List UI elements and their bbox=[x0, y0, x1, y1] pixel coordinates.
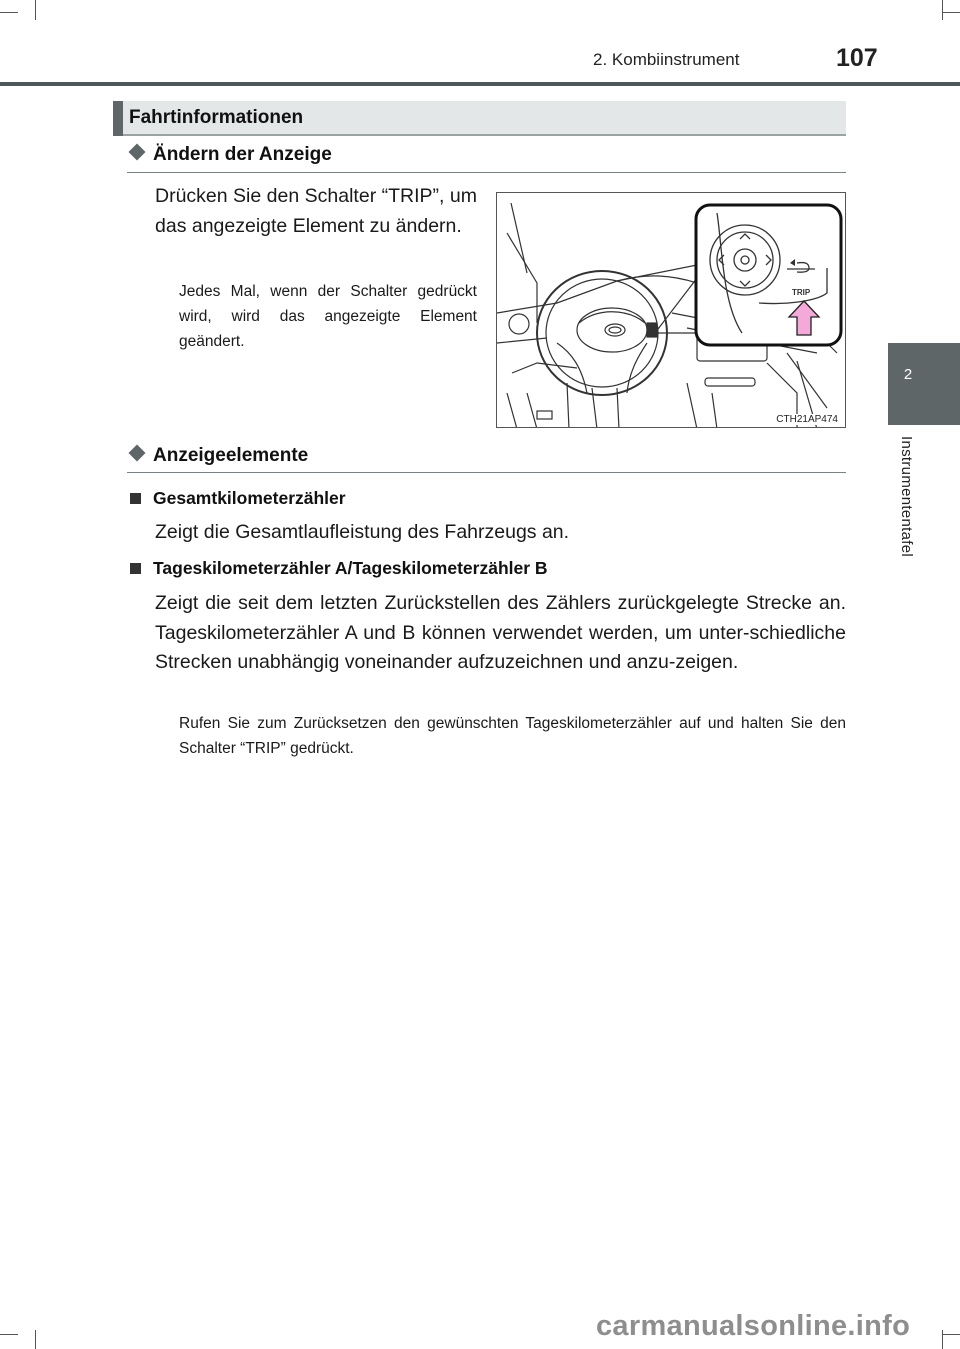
figure-code: CTH21AP474 bbox=[776, 414, 838, 425]
section-title: Fahrtinformationen bbox=[129, 107, 304, 128]
square-bullet-icon bbox=[130, 563, 141, 574]
crop-mark bbox=[35, 0, 36, 20]
crop-mark bbox=[35, 1330, 36, 1349]
watermark: carmanualsonline.info bbox=[596, 1310, 911, 1342]
crop-mark bbox=[942, 0, 943, 20]
section-header-bar bbox=[113, 101, 123, 136]
subheading-text: Ändern der Anzeige bbox=[153, 144, 332, 165]
crop-mark bbox=[0, 1334, 18, 1335]
chapter-tab-number: 2 bbox=[903, 366, 913, 383]
trip-button-label: TRIP bbox=[792, 288, 811, 297]
subheading-text: Anzeigeelemente bbox=[153, 445, 309, 466]
diamond-icon bbox=[129, 445, 146, 462]
subheading-display-items bbox=[127, 445, 308, 467]
steering-wheel-illustration bbox=[497, 193, 846, 428]
square-bullet-icon bbox=[130, 493, 141, 504]
subheading-change-display bbox=[127, 144, 332, 166]
header-rule bbox=[0, 82, 960, 86]
page-number: 107 bbox=[836, 44, 878, 72]
subheading-rule bbox=[127, 472, 846, 473]
dashboard-illustration bbox=[496, 192, 846, 428]
chapter-tab-label: Instrumententafel bbox=[898, 436, 915, 557]
crop-mark bbox=[942, 1334, 960, 1335]
item-heading-text: Tageskilometerzähler A/Tageskilometerzähler B bbox=[153, 558, 548, 578]
subheading-rule bbox=[127, 172, 846, 173]
item-body-total-odometer: Zeigt die Gesamtlaufleistung des Fahrzeugs an. bbox=[155, 521, 570, 543]
chapter-tab bbox=[888, 343, 960, 425]
change-display-body: Drücken Sie den Schalter “TRIP”, um das angezeigte Element zu ändern. bbox=[155, 185, 477, 237]
diamond-icon bbox=[129, 144, 146, 161]
item-body-trip-meter: Zeigt die seit dem letzten Zurückstellen des Zählers zurückgelegte Strecke an. Tageskilometerzähler A und B können verwendet werden, um unter-schiedliche Strecken unabhängig voneinander aufzuzeichnen und anzu-zeigen. bbox=[155, 592, 846, 673]
item-heading-trip-meter bbox=[130, 558, 548, 579]
crop-mark bbox=[942, 12, 960, 13]
item-heading-total-odometer bbox=[130, 488, 346, 509]
item-note-trip-meter: Rufen Sie zum Zurücksetzen den gewünschten Tageskilometerzähler auf und halten Sie den Schalter “TRIP” gedrückt. bbox=[179, 715, 846, 757]
item-heading-text: Gesamtkilometerzähler bbox=[153, 488, 346, 508]
crop-mark bbox=[0, 12, 18, 13]
crop-mark bbox=[942, 1330, 943, 1349]
chapter-title: 2. Kombiinstrument bbox=[593, 50, 740, 69]
change-display-note: Jedes Mal, wenn der Schalter gedrückt wird, wird das angezeigte Element geändert. bbox=[179, 283, 477, 350]
